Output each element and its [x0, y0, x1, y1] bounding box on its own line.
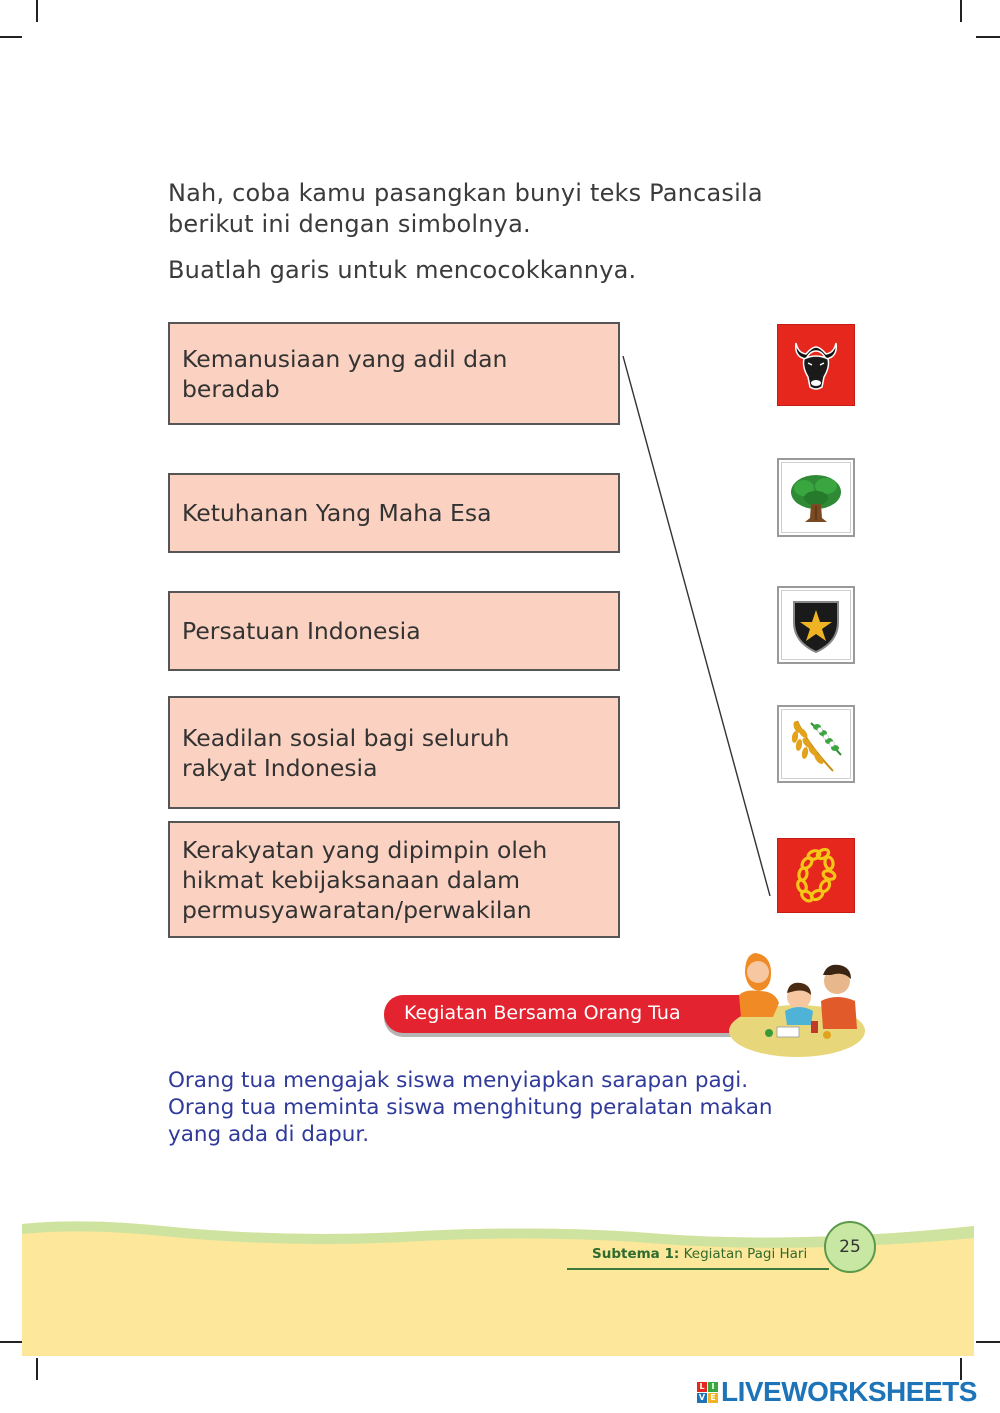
logo-letter: V [698, 1392, 706, 1402]
family-illustration [725, 945, 865, 1060]
activity-description [168, 1067, 773, 1148]
instruction-text-match: Buatlah garis untuk mencocokkannya. [168, 256, 637, 284]
activity-line: Orang tua meminta siswa menghitung peralatan makan [168, 1095, 773, 1120]
activity-line: yang ada di dapur. [168, 1122, 370, 1147]
principle-line: Kerakyatan yang dipimpin oleh [182, 835, 548, 864]
instruction-line: Nah, coba kamu pasangkan bunyi teks Pancasila [168, 179, 763, 207]
subtema-number: Subtema 1: [592, 1246, 680, 1262]
page-number: 25 [824, 1221, 876, 1273]
activity-line: Orang tua mengajak siswa menyiapkan sarapan pagi. [168, 1068, 749, 1093]
footer-divider [567, 1268, 829, 1270]
liveworksheets-wordmark: LIVEWORKSHEETS [721, 1376, 977, 1407]
activity-title: Kegiatan Bersama Orang Tua [404, 1002, 681, 1024]
liveworksheets-logo-icon [697, 1382, 718, 1403]
instruction-line: berikut ini dengan simbolnya. [168, 210, 531, 238]
principle-line: Persatuan Indonesia [182, 617, 421, 645]
subtema-label [592, 1246, 807, 1262]
logo-letter: L [697, 1382, 707, 1392]
liveworksheets-brand[interactable] [697, 1376, 977, 1408]
subtema-title: Kegiatan Pagi Hari [683, 1246, 808, 1262]
principle-line: hikmat kebijaksanaan dalam [182, 865, 521, 894]
principle-line: permusyawaratan/perwakilan [182, 895, 532, 924]
principle-line: beradab [182, 374, 280, 403]
activity-banner [384, 995, 744, 1033]
logo-letter: I [708, 1382, 718, 1392]
crop-mark [976, 1341, 1000, 1343]
principle-line: Kemanusiaan yang adil dan [182, 344, 508, 373]
crop-mark [0, 1341, 22, 1343]
crop-mark [36, 1358, 38, 1380]
principle-line: Ketuhanan Yang Maha Esa [182, 499, 492, 527]
logo-letter: E [708, 1393, 718, 1403]
principle-line: rakyat Indonesia [182, 753, 378, 782]
principle-line: Keadilan sosial bagi seluruh [182, 723, 510, 752]
